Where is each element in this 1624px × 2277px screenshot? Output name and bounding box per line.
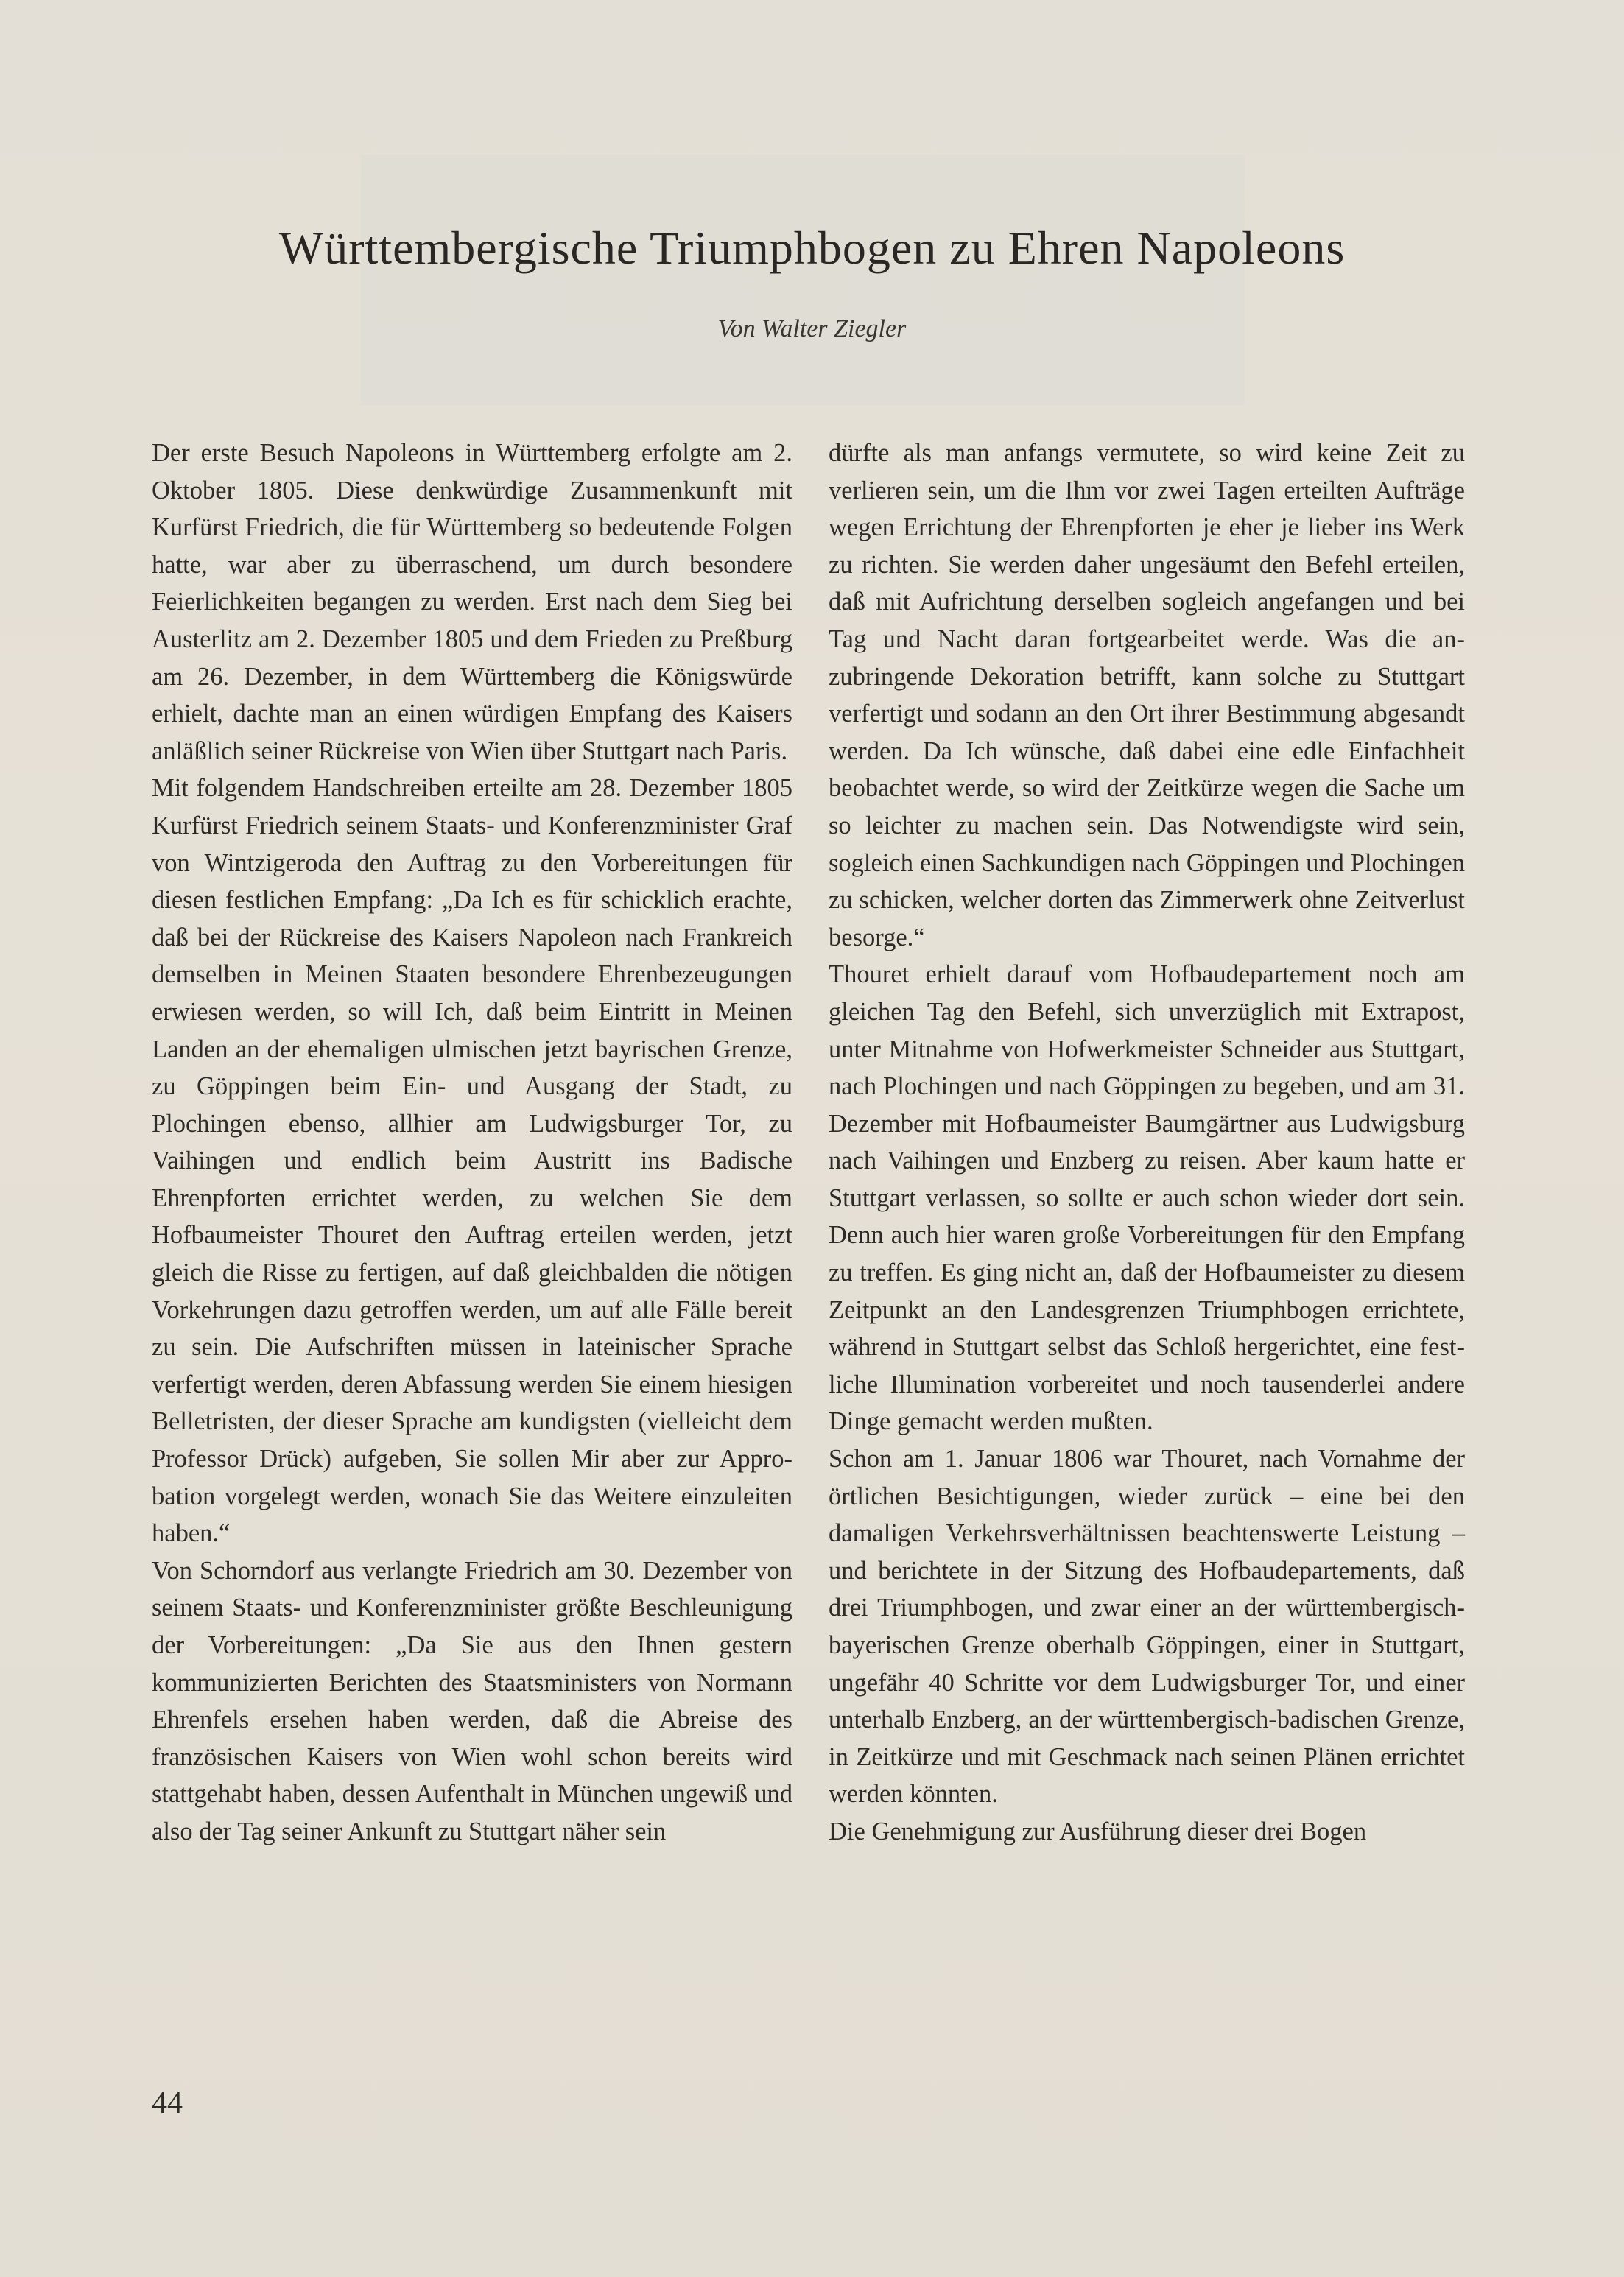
paragraph: Die Genehmigung zur Ausführung dieser drei Bogen	[829, 1817, 1367, 1845]
paragraph: Der erste Besuch Napoleons in Württemberg erfolgte am 2. Oktober 1805. Diese denkwürdige Zusammenkunft mit Kurfürst Friedrich, die für Württemberg so bedeutende Folgen hatte, war aber zu überraschend, um durch besondere Feierlichkeiten begangen zu werden. Erst nach dem Sieg bei Austerlitz am 2. Dezember 1805 und dem Frieden zu Preßburg am 26. Dezember, in dem Württemberg die Königswürde erhielt, dachte man an einen würdigen Empfang des Kaisers anläßlich seiner Rückreise von Wien über Stuttgart nach Paris.	[152, 439, 792, 765]
paragraph: Schon am 1. Januar 1806 war Thouret, nach Vornahme der örtlichen Besichtigungen, wieder zurück – eine bei den damaligen Verkehrsverhältnissen beachtenswerte Leistung – und berichtete in der Sitzung des Hofbaudepartements, daß drei Triumphbogen, und zwar einer an der württembergisch-bayerischen Grenze oberhalb Göppingen, einer in Stuttgart, ungefähr 40 Schritte vor dem Ludwigsburger Tor, und einer unterhalb Enzberg, an der württembergisch-badischen Grenze, in Zeitkürze und mit Geschmack nach seinen Plänen errichtet werden könnten.	[829, 1445, 1465, 1809]
author-byline: Von Walter Ziegler	[717, 315, 907, 342]
article-title: Württembergische Triumphbogen zu Ehren Napoleons	[278, 222, 1346, 274]
paragraph: dürfte als man anfangs vermutete, so wird keine Zeit zu verlieren sein, um die Ihm vor zwei Tagen erteilten Aufträge wegen Errichtung der Ehrenpforten je eher je lieber ins Werk zu richten. Sie werden daher ungesäumt den Befehl erteilen, daß mit Aufrichtung derselben sogleich angefangen und bei Tag und Nacht daran fortgearbeitet werde. Was die anzubringende Dekoration betrifft, kann solche zu Stuttgart verfertigt und sodann an den Ort ihrer Bestimmung abgesandt werden. Da Ich wünsche, daß dabei eine edle Einfachheit beobachtet werde, so wird der Zeitkürze wegen die Sache um so leichter zu machen sein. Das Notwendigste wird sein, sogleich einen Sachkundigen nach Göppingen und Plochingen zu schicken, welcher dorten das Zimmerwerk ohne Zeitverlust besorge.“	[829, 439, 1465, 951]
page-number: 44	[152, 2086, 183, 2120]
paragraph: Mit folgendem Handschreiben erteilte am 28. Dezember 1805 Kurfürst Friedrich seinem Staats- und Konferenzminister Graf von Wintzigeroda den Auftrag zu den Vorbereitungen für diesen festlichen Empfang: „Da Ich es für schicklich erachte, daß bei der Rückreise des Kaisers Napoleon nach Frankreich demselben in Meinen Staaten besondere Ehrenbezeugungen erwiesen werden, so will Ich, daß beim Eintritt in Meinen Landen an der ehemaligen ulmischen jetzt bayrischen Grenze, zu Göppingen beim Ein- und Ausgang der Stadt, zu Plochingen ebenso, allhier am Ludwigsburger Tor, zu Vaihingen und endlich beim Austritt ins Badische Ehrenpforten errichtet werden, zu welchen Sie dem Hofbaumeister Thouret den Auftrag erteilen werden, jetzt gleich die Risse zu fertigen, auf daß gleichbalden die nötigen Vorkehrungen dazu getroffen werden, um auf alle Fälle bereit zu sein. Die Aufschriften müssen in lateinischer Sprache verfertigt werden, deren Abfassung werden Sie einem hiesigen Belletristen, der dieser Sprache am kundigsten (vielleicht dem Professor Drück) aufgeben, Sie sollen Mir aber zur Approbation vorgelegt werden, wonach Sie das Weitere einzuleiten haben.“	[152, 774, 792, 1548]
paragraph: Thouret erhielt darauf vom Hofbaudepartement noch am gleichen Tag den Befehl, sich unverzüglich mit Extrapost, unter Mitnahme von Hofwerkmeister Schneider aus Stuttgart, nach Plochingen und nach Göppingen zu begeben, und am 31. Dezember mit Hofbaumeister Baumgärtner aus Ludwigsburg nach Vaihingen und Enzberg zu reisen. Aber kaum hatte er Stuttgart verlassen, so sollte er auch schon wieder dort sein. Denn auch hier waren große Vorbereitungen für den Empfang zu treffen. Es ging nicht an, daß der Hofbaumeister zu diesem Zeitpunkt an den Landesgrenzen Triumphbogen errichtete, während in Stuttgart selbst das Schloß hergerichtet, eine festliche Illumination vorbereitet und noch tausenderlei andere Dinge gemacht werden mußten.	[829, 960, 1465, 1436]
right-text-column	[829, 434, 1465, 1851]
paragraph: Von Schorndorf aus verlangte Friedrich am 30. Dezember von seinem Staats- und Konferenzminister größte Beschleunigung der Vorbereitungen: „Da Sie aus den Ihnen gestern kommunizierten Berichten des Staatsministers von Normann Ehrenfels ersehen haben werden, daß die Abreise des französischen Kaisers von Wien wohl schon bereits wird stattgehabt haben, dessen Aufenthalt in München ungewiß und also der Tag seiner Ankunft zu Stuttgart näher sein	[152, 1556, 792, 1845]
left-text-column	[152, 434, 792, 1851]
page-shading	[361, 155, 1245, 405]
